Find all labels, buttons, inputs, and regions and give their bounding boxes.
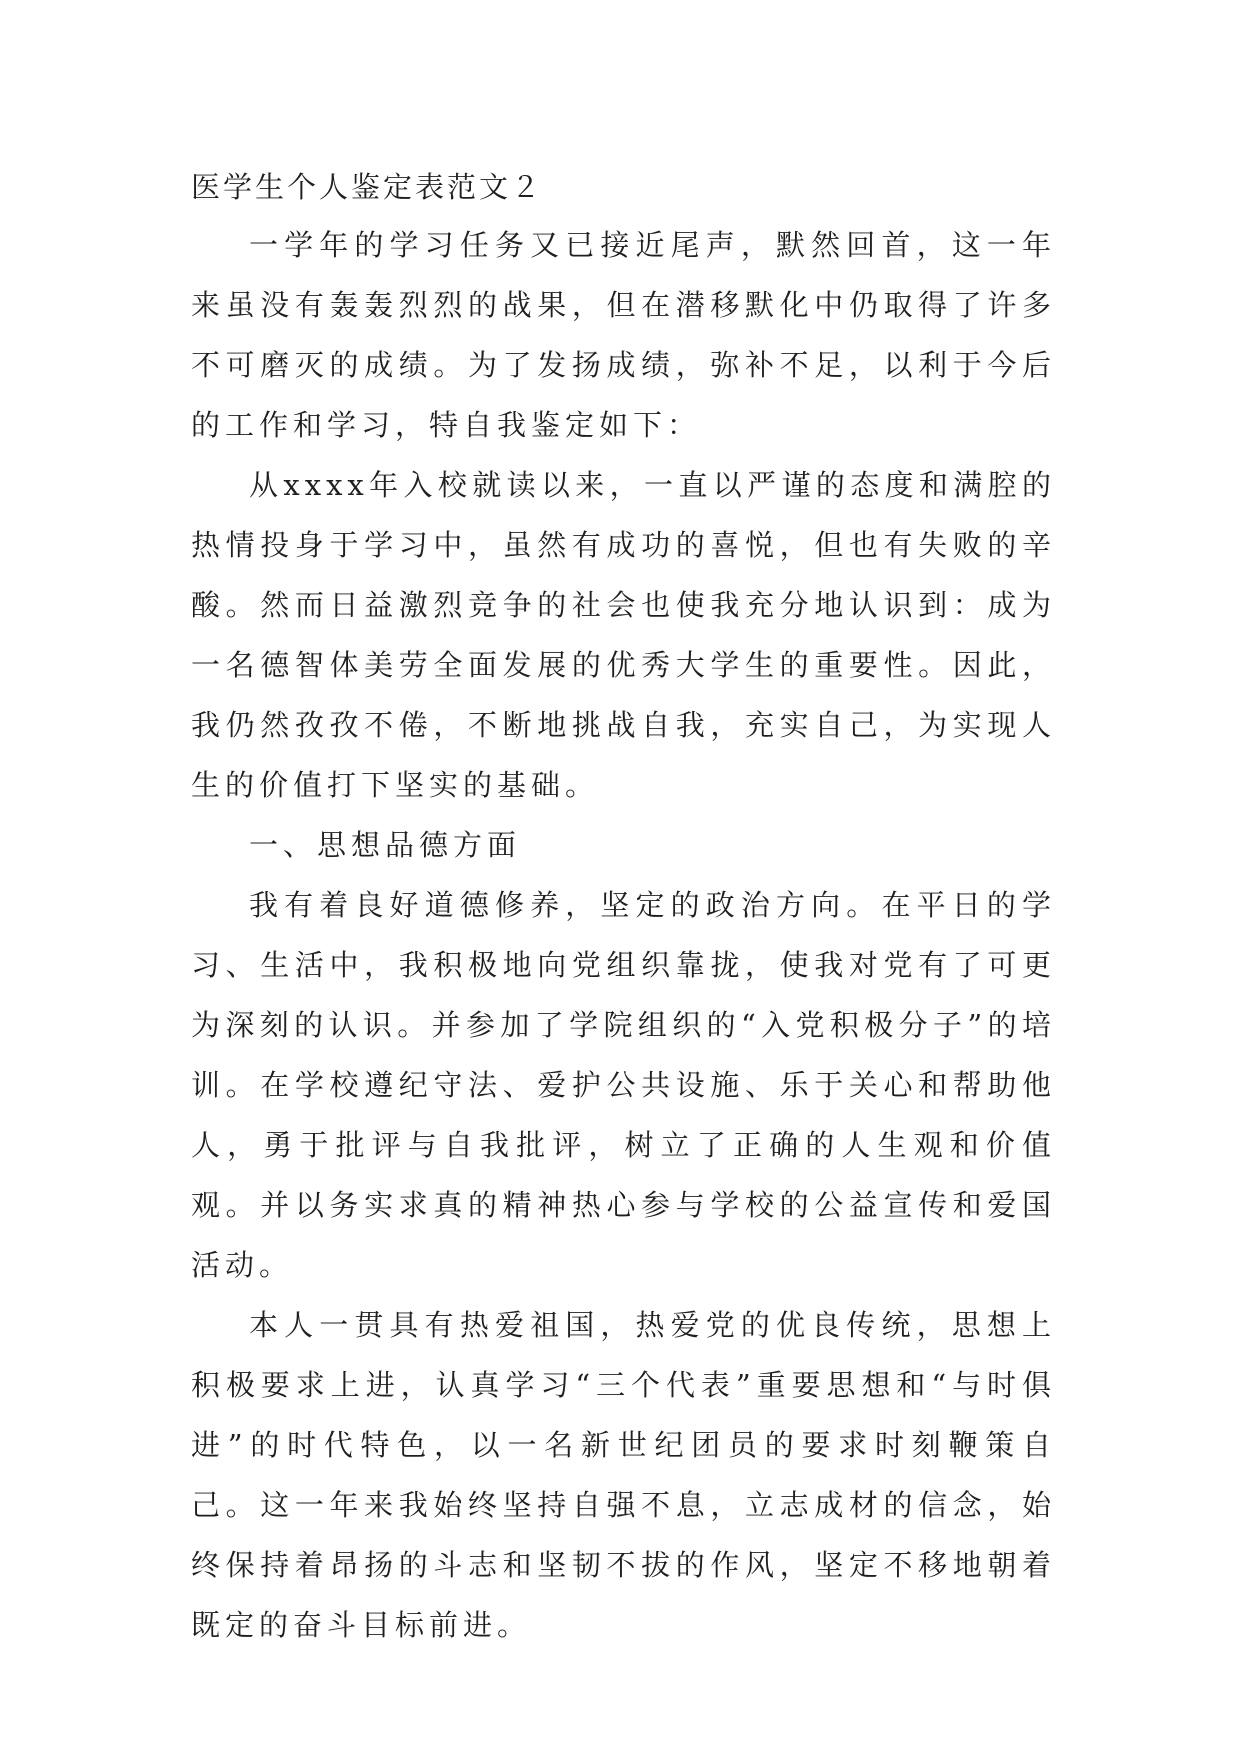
paragraph-morality: 我有着良好道德修养，坚定的政治方向。在平日的学习、生活中，我积极地向党组织靠拢，使我对党有了可更为深刻的认识。并参加了学院组织的“入党积极分子”的培训。在学校遵纪守法、爱护公共设施、乐于关心和帮助他人，勇于批评与自我批评，树立了正确的人生观和价值观。并以务实求真的精神热心参与学校的公益宣传和爱国活动。 [191,888,1056,1282]
section-heading: 一、思想品德方面 [249,828,522,862]
document-body [191,160,1056,1655]
paragraph-study: 从xxxx年入校就读以来，一直以严谨的态度和满腔的热情投身于学习中，虽然有成功的喜悦，但也有失败的辛酸。然而日益激烈竞争的社会也使我充分地认识到：成为一名德智体美劳全面发展的优秀大学生的重要性。因此，我仍然孜孜不倦，不断地挑战自我，充实自己，为实现人生的价值打下坚实的基础。 [191,468,1056,802]
paragraph-patriotism: 本人一贯具有热爱祖国，热爱党的优良传统，思想上积极要求上进，认真学习“三个代表”重要思想和“与时俱进”的时代特色，以一名新世纪团员的要求时刻鞭策自己。这一年来我始终坚持自强不息，立志成材的信念，始终保持着昂扬的斗志和坚韧不拔的作风，坚定不移地朝着既定的奋斗目标前进。 [191,1308,1056,1642]
paragraph-intro: 一学年的学习任务又已接近尾声，默然回首，这一年来虽没有轰轰烈烈的战果，但在潜移默化中仍取得了许多不可磨灭的成绩。为了发扬成绩，弥补不足，以利于今后的工作和学习，特自我鉴定如下： [191,228,1056,442]
document-title: 医学生个人鉴定表范文２ [191,170,544,204]
